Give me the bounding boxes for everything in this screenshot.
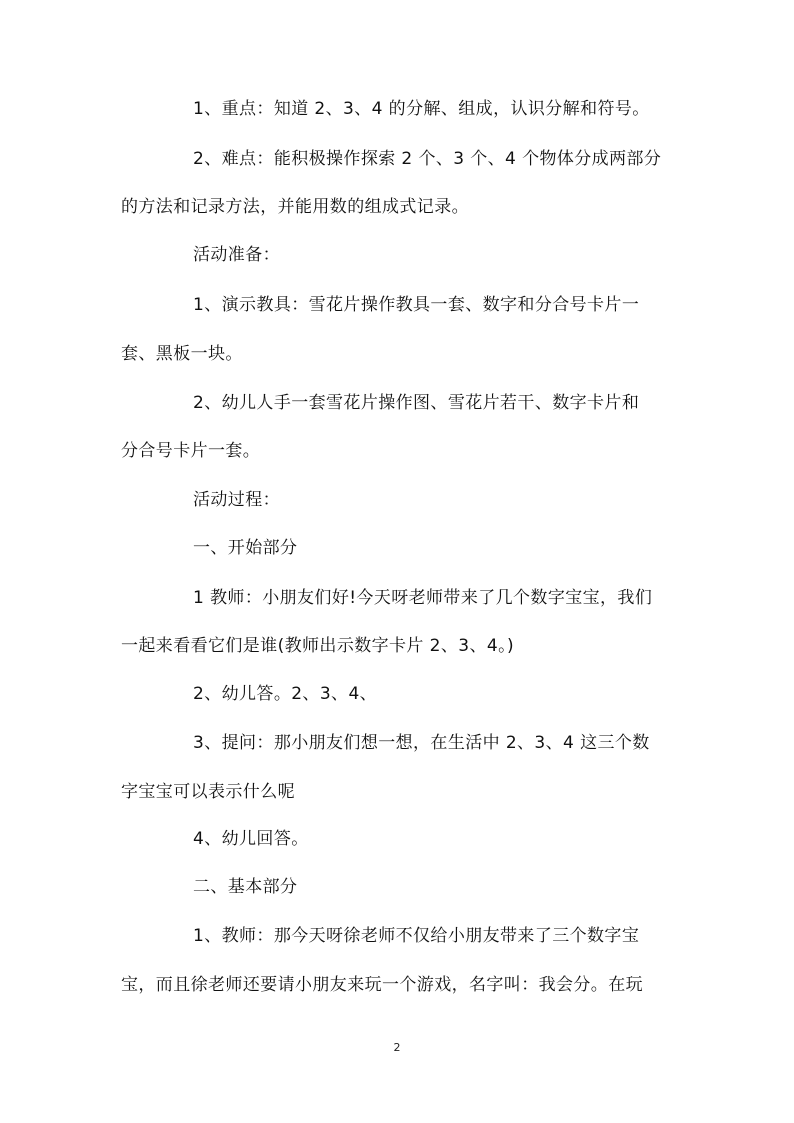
text-line-difficulty: 2、难点：能积极操作探索 2 个、3 个、4 个物体分成两部分 bbox=[193, 149, 662, 169]
text-line-basic-1-cont: 宝，而且徐老师还要请小朋友来玩一个游戏，名字叫：我会分。在玩 bbox=[121, 975, 643, 995]
text-line-start-4: 4、幼儿回答。 bbox=[193, 829, 309, 849]
text-line-key-point: 1、重点：知道 2、3、4 的分解、组成，认识分解和符号。 bbox=[193, 99, 650, 119]
text-line-basic-1: 1、教师：那今天呀徐老师不仅给小朋友带来了三个数字宝 bbox=[193, 926, 640, 946]
text-line-start-1-cont: 一起来看看它们是谁(教师出示数字卡片 2、3、4。) bbox=[121, 636, 515, 656]
subsection-heading-basic: 二、基本部分 bbox=[193, 877, 298, 897]
text-line-prep-1: 1、演示教具：雪花片操作教具一套、数字和分合号卡片一 bbox=[193, 295, 640, 315]
text-line-prep-1-cont: 套、黑板一块。 bbox=[121, 344, 243, 364]
section-heading-process: 活动过程： bbox=[193, 490, 280, 510]
text-line-difficulty-cont: 的方法和记录方法，并能用数的组成式记录。 bbox=[121, 197, 469, 217]
subsection-heading-start: 一、开始部分 bbox=[193, 538, 298, 558]
text-line-start-1: 1 教师：小朋友们好!今天呀老师带来了几个数字宝宝，我们 bbox=[193, 588, 653, 608]
text-line-start-2: 2、幼儿答。2、3、4、 bbox=[193, 684, 378, 704]
text-line-prep-2: 2、幼儿人手一套雪花片操作图、雪花片若干、数字卡片和 bbox=[193, 393, 640, 413]
text-line-start-3: 3、提问：那小朋友们想一想，在生活中 2、3、4 这三个数 bbox=[193, 733, 650, 753]
text-line-start-3-cont: 字宝宝可以表示什么呢 bbox=[121, 782, 295, 802]
section-heading-preparation: 活动准备： bbox=[193, 245, 280, 265]
page-number: 2 bbox=[393, 1041, 401, 1054]
text-line-prep-2-cont: 分合号卡片一套。 bbox=[121, 441, 261, 461]
